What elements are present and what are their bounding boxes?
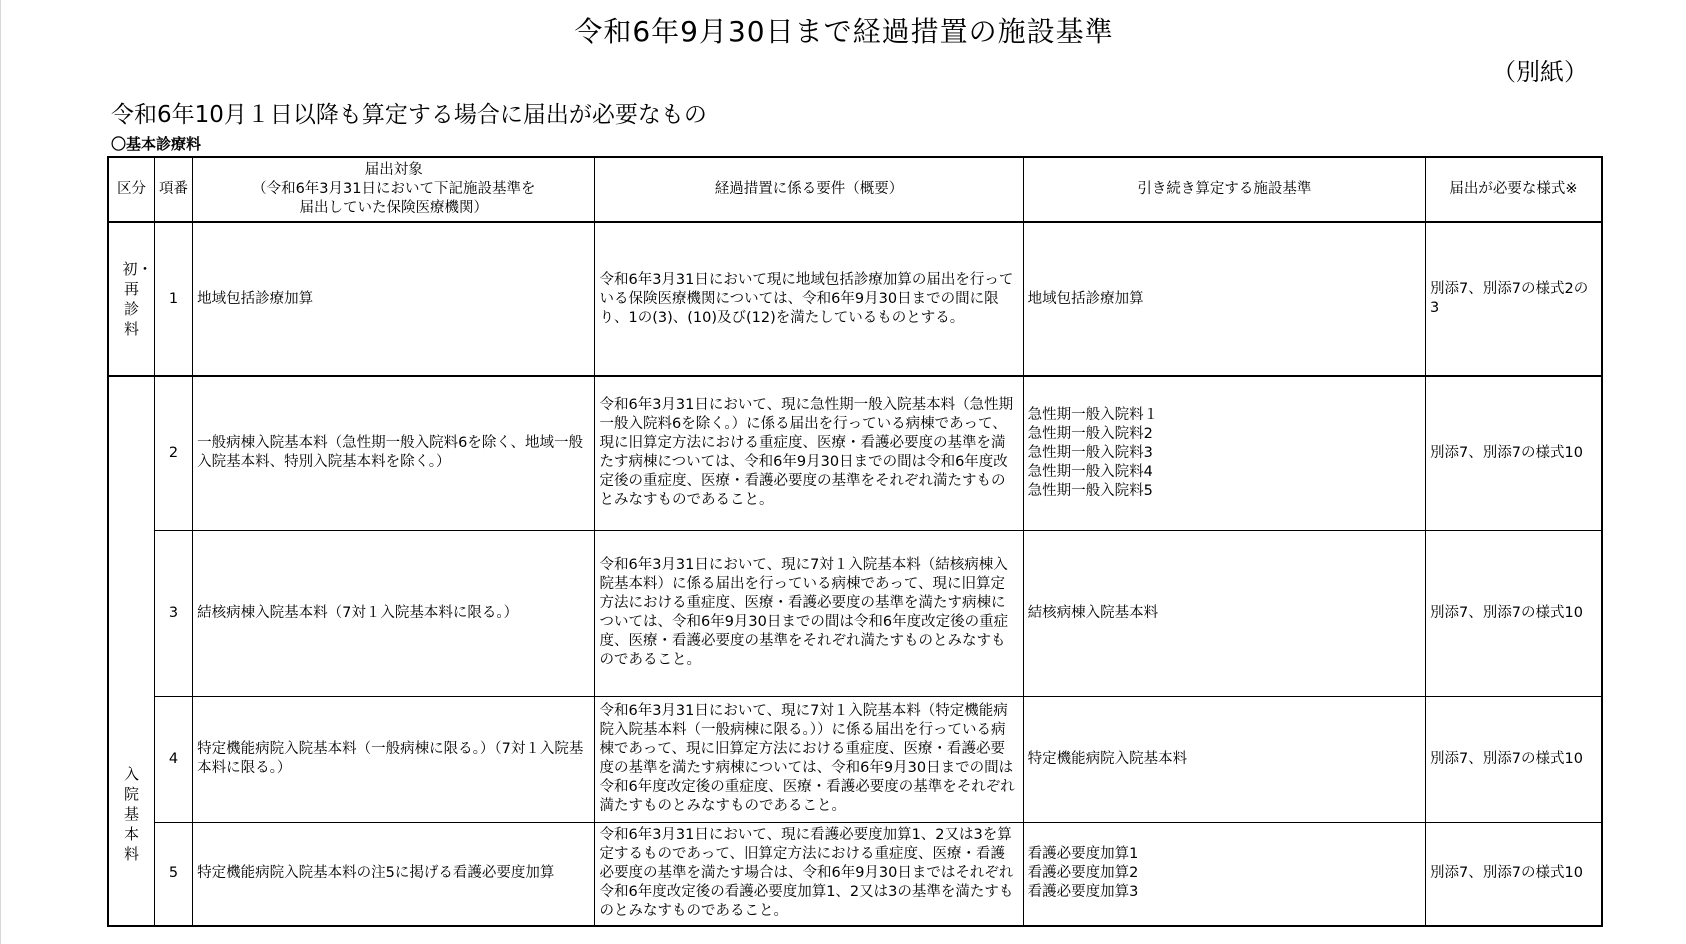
- table-header-row: [108, 157, 1602, 222]
- document-title: 令和6年9月30日まで経過措置の施設基準: [574, 15, 1114, 48]
- row-requirement: 令和6年3月31日において、現に7対１入院基本料（結核病棟入院基本料）に係る届出を行っている病棟であって、現に旧算定方法における重症度、医療・看護必要度の基準を満たす病棟については、令和6年9月30日までの間は令和6年度改定後の重症度、医療・看護必要度の基準をそれぞれ満たすものとみなすものであること。: [595, 530, 1023, 696]
- standard-item: 特定機能病院入院基本料: [1027, 750, 1188, 767]
- header-form: 届出が必要な様式※: [1426, 157, 1602, 222]
- standard-item: 地域包括診療加算: [1027, 290, 1144, 307]
- document-subtitle: 令和6年10月１日以降も算定する場合に届出が必要なもの: [111, 102, 707, 128]
- header-kubun: 区分: [108, 157, 154, 222]
- row-number: 3: [154, 530, 192, 696]
- standard-item: 急性期一般入院料3: [1027, 444, 1153, 461]
- row-number: 2: [154, 376, 192, 530]
- header-number: 項番: [154, 157, 192, 222]
- row-standards: [1023, 376, 1425, 530]
- attachment-label: （別紙）: [1492, 58, 1588, 86]
- row-standards: [1023, 822, 1425, 926]
- row-standards: [1023, 696, 1425, 822]
- row-number: 5: [154, 822, 192, 926]
- row-form: 別添7、別添7の様式2の3: [1426, 222, 1602, 376]
- row-target: 特定機能病院入院基本料（一般病棟に限る。）（7対１入院基本料に限る。）: [193, 696, 595, 822]
- section-label: 〇基本診療料: [111, 135, 202, 153]
- header-target: [193, 157, 595, 222]
- table-row: [108, 696, 1602, 822]
- row-target: 特定機能病院入院基本料の注5に掲げる看護必要度加算: [193, 822, 595, 926]
- row-target: 一般病棟入院基本料（急性期一般入院料6を除く、地域一般入院基本料、特別入院基本料を除く。）: [193, 376, 595, 530]
- row-form: 別添7、別添7の様式10: [1426, 376, 1602, 530]
- header-target-line1: 届出対象: [364, 162, 423, 178]
- standard-item: 結核病棟入院基本料: [1027, 604, 1159, 621]
- facility-standards-table: [107, 156, 1603, 927]
- header-standard: 引き続き算定する施設基準: [1023, 157, 1425, 222]
- standard-item: 急性期一般入院料１: [1027, 406, 1159, 423]
- table-row: [108, 222, 1602, 376]
- group-cell-initial-revisit: [108, 222, 154, 376]
- row-requirement: 令和6年3月31日において現に地域包括診療加算の届出を行っている保険医療機関については、令和6年9月30日までの間に限り、1の(3)、(10)及び(12)を満たしているものとする。: [595, 222, 1023, 376]
- row-number: 1: [154, 222, 192, 376]
- group-label: 入院基本料: [123, 765, 139, 863]
- table-row: [108, 822, 1602, 926]
- row-requirement: 令和6年3月31日において、現に急性期一般入院基本料（急性期一般入院料6を除く。）に係る届出を行っている病棟であって、現に旧算定方法における重症度、医療・看護必要度の基準を満たす病棟については、令和6年9月30日までの間は令和6年度改定後の重症度、医療・看護必要度の基準をそれぞれ満たすものとみなすものであること。: [595, 376, 1023, 530]
- header-requirement: 経過措置に係る要件（概要）: [595, 157, 1023, 222]
- row-standards: [1023, 530, 1425, 696]
- row-number: 4: [154, 696, 192, 822]
- table-row: [108, 530, 1602, 696]
- header-target-line3: 届出していた保険医療機関）: [299, 200, 489, 216]
- group-cell-inpatient: [108, 376, 154, 926]
- standard-item: 看護必要度加算2: [1027, 865, 1139, 882]
- row-form: 別添7、別添7の様式10: [1426, 530, 1602, 696]
- table-row: [108, 376, 1602, 530]
- row-requirement: 令和6年3月31日において、現に看護必要度加算1、2又は3を算定するものであって、旧算定方法における重症度、医療・看護必要度の基準を満たす場合は、令和6年9月30日まではそれぞれ令和6年度改定後の看護必要度加算1、2又は3の基準を満たすものとみなすものであること。: [595, 822, 1023, 926]
- row-target: 地域包括診療加算: [193, 222, 595, 376]
- standard-item: 急性期一般入院料5: [1027, 482, 1153, 499]
- row-requirement: 令和6年3月31日において、現に7対１入院基本料（特定機能病院入院基本料（一般病棟に限る。））に係る届出を行っている病棟であって、現に旧算定方法における重症度、医療・看護必要度の基準を満たす病棟については、令和6年9月30日までの間は令和6年度改定後の重症度、医療・看護必要度の基準をそれぞれ満たすものとみなすものであること。: [595, 696, 1023, 822]
- group-label: 初・再診料: [122, 259, 153, 338]
- standard-item: 看護必要度加算3: [1027, 884, 1139, 901]
- row-target: 結核病棟入院基本料（7対１入院基本料に限る。）: [193, 530, 595, 696]
- header-target-line2: （令和6年3月31日において下記施設基準を: [252, 181, 536, 197]
- standard-item: 看護必要度加算1: [1027, 846, 1139, 863]
- standard-item: 急性期一般入院料2: [1027, 425, 1153, 442]
- row-form: 別添7、別添7の様式10: [1426, 696, 1602, 822]
- standard-item: 急性期一般入院料4: [1027, 463, 1153, 480]
- row-form: 別添7、別添7の様式10: [1426, 822, 1602, 926]
- row-standards: [1023, 222, 1425, 376]
